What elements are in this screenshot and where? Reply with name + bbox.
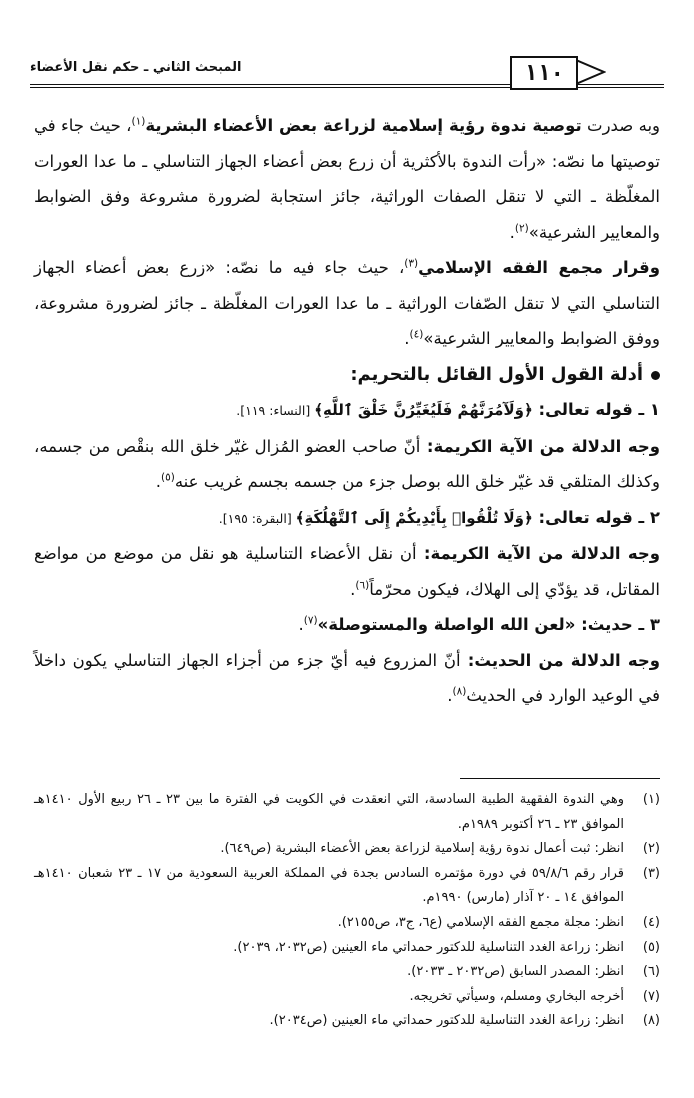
footnote-number: (٨) (642, 1013, 660, 1029)
footnote-text: انظر: زراعة الغدد التناسلية للدكتور حمداتي ماء العينين (ص٢٠٣٢، ٢٠٣٩). (233, 939, 624, 955)
page-header (30, 56, 664, 92)
footnote-marker: (٨) (452, 685, 467, 698)
hadith-text: «لعن الله الواصلة والمستوصلة» (317, 615, 576, 634)
text: . (155, 472, 161, 491)
footnote-text: انظر: مجلة مجمع الفقه الإسلامي (ع٦، ج٣، ص٢١٥٥). (337, 914, 624, 930)
text: . (509, 222, 515, 242)
text: . (447, 686, 453, 705)
evidence-label: ٣ ـ حديث: (575, 615, 660, 634)
evidence-label: ١ ـ قوله تعالى: (532, 400, 660, 419)
section-heading (34, 357, 660, 393)
footnotes (34, 788, 660, 1034)
footnote-number: (١) (642, 792, 660, 807)
footnote-number: (٦) (642, 964, 660, 980)
text: . (404, 329, 410, 348)
footnote (34, 788, 660, 837)
running-title: المبحث الثاني ـ حكم نقل الأعضاء (30, 60, 242, 75)
verse-reference: [النساء: ١١٩]. (236, 403, 315, 418)
footnote-marker: (٥) (160, 471, 175, 484)
paragraph-recommendation (34, 108, 660, 250)
text: وبه صدرت (581, 116, 660, 135)
main-text (34, 108, 660, 714)
footnote-marker: (١) (131, 115, 146, 128)
footnote (34, 960, 660, 985)
evidence-1-explanation (34, 429, 660, 500)
text: أنّ المزروع فيه أيّ جزء من أجزاء الجهاز التناسلي يكون داخلاً في الوعيد الوارد في الحديث (34, 650, 660, 705)
footnote-text: وهي الندوة الفقهية الطبية السادسة، التي انعقدت في الكويت في الفترة ما بين ٢٣ ـ ٢٦ ربيع الأول ١٤١٠هـ الموافق ٢٣ ـ ٢٦ أكتوبر ١٩٨٩م. (34, 792, 625, 832)
footnote (34, 911, 660, 936)
heading-text: أدلة القول الأول القائل بالتحريم: (350, 363, 643, 385)
evidence-3-explanation (34, 643, 660, 714)
text: أن نقل الأعضاء التناسلية هو نقل من موضع من مواضع المقاتل، قد يؤدّي إلى الهلاك، فيكون محرّماً (34, 544, 660, 599)
page-number-ornament-icon (576, 58, 606, 86)
footnote (34, 985, 660, 1010)
footnote-text: أخرجه البخاري ومسلم، وسيأتي تخريجه. (409, 988, 624, 1004)
evidence-2 (34, 500, 660, 537)
text: . (298, 615, 304, 634)
explanation-label: وجه الدلالة من الآية الكريمة: (416, 544, 660, 563)
footnote (34, 837, 660, 862)
footnote-marker: (٧) (303, 614, 318, 627)
footnote-marker: (٤) (409, 328, 424, 341)
explanation-label: وجه الدلالة من الآية الكريمة: (420, 436, 660, 456)
evidence-label: ٢ ـ قوله تعالى: (532, 507, 660, 527)
footnote-divider (460, 778, 660, 779)
paragraph-council-decision (34, 250, 660, 357)
evidence-2-explanation (34, 536, 660, 607)
footnote-marker: (٣) (404, 257, 419, 270)
bullet-icon (651, 371, 660, 380)
footnote (34, 862, 660, 911)
footnote-number: (٢) (642, 841, 660, 857)
text: أنّ صاحب العضو المُزال غيّر خلق الله بنقْص من جسمه، وكذلك المتلقي قد غيّر خلق الله بوصل جزء من جسمه بجسم غريب عنه (34, 436, 660, 491)
explanation-label: وجه الدلالة من الحديث: (460, 650, 660, 670)
footnote-marker: (٢) (514, 222, 529, 234)
footnote-text: انظر: زراعة الغدد التناسلية للدكتور حمداتي ماء العينين (ص٢٠٣٤). (269, 1013, 624, 1029)
footnote-text: انظر: ثبت أعمال ندوة رؤية إسلامية لزراعة بعض الأعضاء البشرية (ص٦٤٩). (220, 841, 624, 857)
council-title: وقرار مجمع الفقه الإسلامي (418, 258, 660, 277)
footnote-text: انظر: المصدر السابق (ص٢٠٣٢ ـ ٢٠٣٣). (407, 964, 624, 980)
quran-verse: ﴿وَلَا تُلْقُوا۟ بِأَيْدِيكُمْ إِلَى ٱلتَّهْلُكَةِ﴾ (295, 508, 533, 527)
page-number: ١١٠ (510, 56, 578, 90)
footnote-number: (٥) (642, 939, 660, 955)
verse-reference: [البقرة: ١٩٥]. (218, 510, 296, 526)
evidence-1 (34, 392, 660, 429)
quran-verse: ﴿وَلَآمُرَنَّهُمْ فَلَيُغَيِّرُنَّ خَلْقَ ٱللَّهِ﴾ (314, 401, 533, 419)
footnote-number: (٤) (642, 914, 660, 930)
text: ، حيث جاء في توصيتها ما نصّه: «رأت الندوة بالأكثرية أن زرع بعض أعضاء الجهاز التناسلي ـ ما عدا العورات المغلّظة ـ التي لا تنقل الصفات الوراثية، جائز استجابة لضرورة مشروعة وفق الضوابط والمعايير الشرعية» (34, 116, 660, 242)
footnote (34, 936, 660, 961)
footnote-number: (٣) (642, 865, 660, 881)
footnote-number: (٧) (642, 988, 660, 1004)
footnote-text: قرار رقم ٥٩/٨/٦ في دورة مؤتمره السادس بجدة في المملكة العربية السعودية من ١٧ ـ ٢٣ شعبان ١٤١٠هـ الموافق ١٤ ـ ٢٠ آذار (مارس) ١٩٩٠م. (34, 865, 625, 906)
footnote-marker: (٦) (355, 579, 370, 591)
text: . (350, 579, 356, 599)
text: ، حيث جاء فيه ما نصّه: «زرع بعض أعضاء الجهاز التناسلي التي لا تنقل الصّفات الوراثية ـ ما عدا العورات المغلّظة ـ جائز لضرورة مشروعة، ووفق الضوابط والمعايير الشرعية» (34, 258, 660, 348)
evidence-3 (34, 607, 660, 643)
recommendation-title: توصية ندوة رؤية إسلامية لزراعة بعض الأعضاء البشرية (145, 116, 582, 135)
footnote (34, 1009, 660, 1034)
